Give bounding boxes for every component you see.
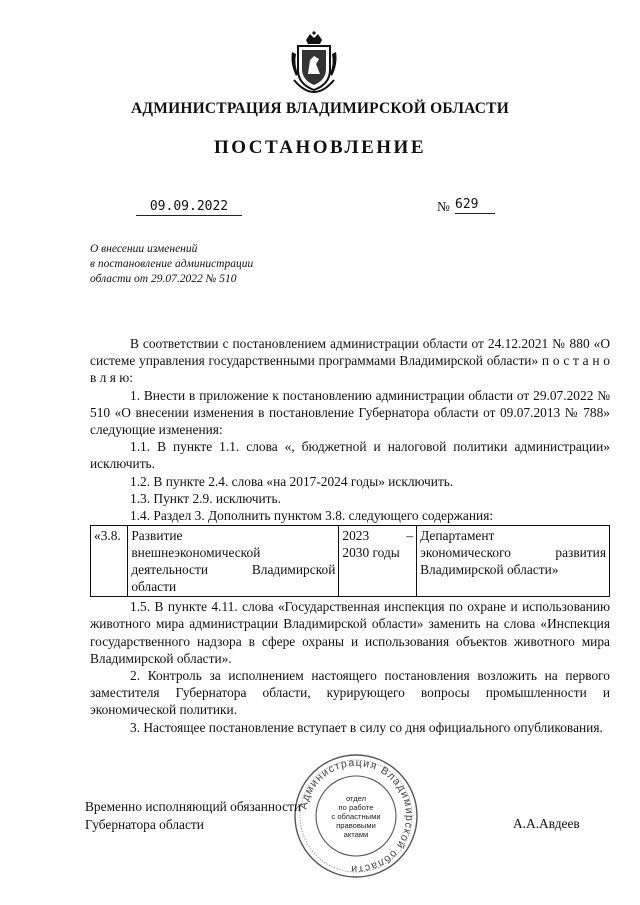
signatory-name: А.А.Авдеев: [513, 816, 580, 831]
table-cell-number: «3.8.: [91, 526, 128, 597]
subject-line: в постановление администрации: [90, 258, 254, 270]
table-row: [91, 526, 610, 597]
document-date: 09.09.2022: [136, 199, 242, 216]
intro-paragraph: В соответствии с постановлением администрации области от 24.12.2021 № 880 «О системе управления государственными программами Владимирской области» п о с т а н о в л я ю:: [90, 336, 610, 386]
table-cell-program-name: [128, 526, 339, 597]
table-cell-department: [417, 526, 610, 597]
clause-1-1: 1.1. В пункте 1.1. слова «, бюджетной и налоговой политики администрации» исключить.: [90, 439, 610, 472]
seal-inner-text: отдел по работе с областными правовыми актами: [331, 794, 381, 839]
signatory-position-line: Временно исполняющий обязанности: [85, 799, 302, 814]
program-name-line: деятельности Владимирской: [131, 562, 336, 578]
organization-title: АДМИНИСТРАЦИЯ ВЛАДИМИРСКОЙ ОБЛАСТИ: [131, 100, 509, 117]
clause-3: 3. Настоящее постановление вступает в силу со дня официального опубликования.: [130, 719, 603, 735]
clause-1-4: 1.4. Раздел 3. Дополнить пунктом 3.8. следующего содержания:: [130, 508, 494, 524]
subject-line: области от 29.07.2022 № 510: [90, 273, 237, 285]
clause-1-3: 1.3. Пункт 2.9. исключить.: [130, 490, 281, 506]
program-name-line: внешнеэкономической: [131, 545, 261, 561]
program-name-line: области: [131, 579, 177, 595]
subject-line: О внесении изменений: [90, 243, 198, 255]
inserted-program-table: [90, 525, 610, 597]
department-line: Владимирской области»: [420, 562, 559, 578]
seal-outer-text: Администрация Владимирской области: [297, 756, 416, 876]
signatory-position-line: Губернатора области: [85, 817, 204, 832]
document-subject: [90, 242, 310, 287]
document-type-title: ПОСТАНОВЛЕНИЕ: [213, 137, 427, 158]
table-cell-period: [339, 526, 417, 597]
signatory-position: [85, 798, 301, 834]
document-number: 629: [455, 197, 495, 214]
clause-1: 1. Внести в приложение к постановлению администрации области от 29.07.2022 № 510 «О внесении изменения в постановление Губернатора области от 09.07.2013 № 788» следующие изменения:: [90, 387, 610, 438]
program-name-line: Развитие: [131, 528, 183, 544]
period-end: 2030 годы: [342, 545, 400, 561]
number-sign: №: [437, 199, 450, 214]
clause-1-5: 1.5. В пункте 4.11. слова «Государственная инспекция по охране и использованию животного мира администрации Владимирской области» заменить на слова «Инспекция государственного надзора в сфере охраны и использования объектов животного мира Владимирской области».: [90, 599, 610, 666]
department-line: экономического развития: [420, 545, 606, 561]
clause-2: 2. Контроль за исполнением настоящего постановления возложить на первого заместителя Губернатора области, курирующего вопросы промышленности и экономической политики.: [90, 668, 610, 718]
department-line: Департамент: [420, 528, 495, 544]
coat-of-arms-emblem: [286, 30, 342, 94]
period-start: 2023: [342, 528, 370, 544]
document-body: [90, 335, 610, 736]
period-dash: –: [406, 528, 414, 544]
clause-1-2: 1.2. В пункте 2.4. слова «на 2017-2024 годы» исключить.: [130, 473, 454, 489]
